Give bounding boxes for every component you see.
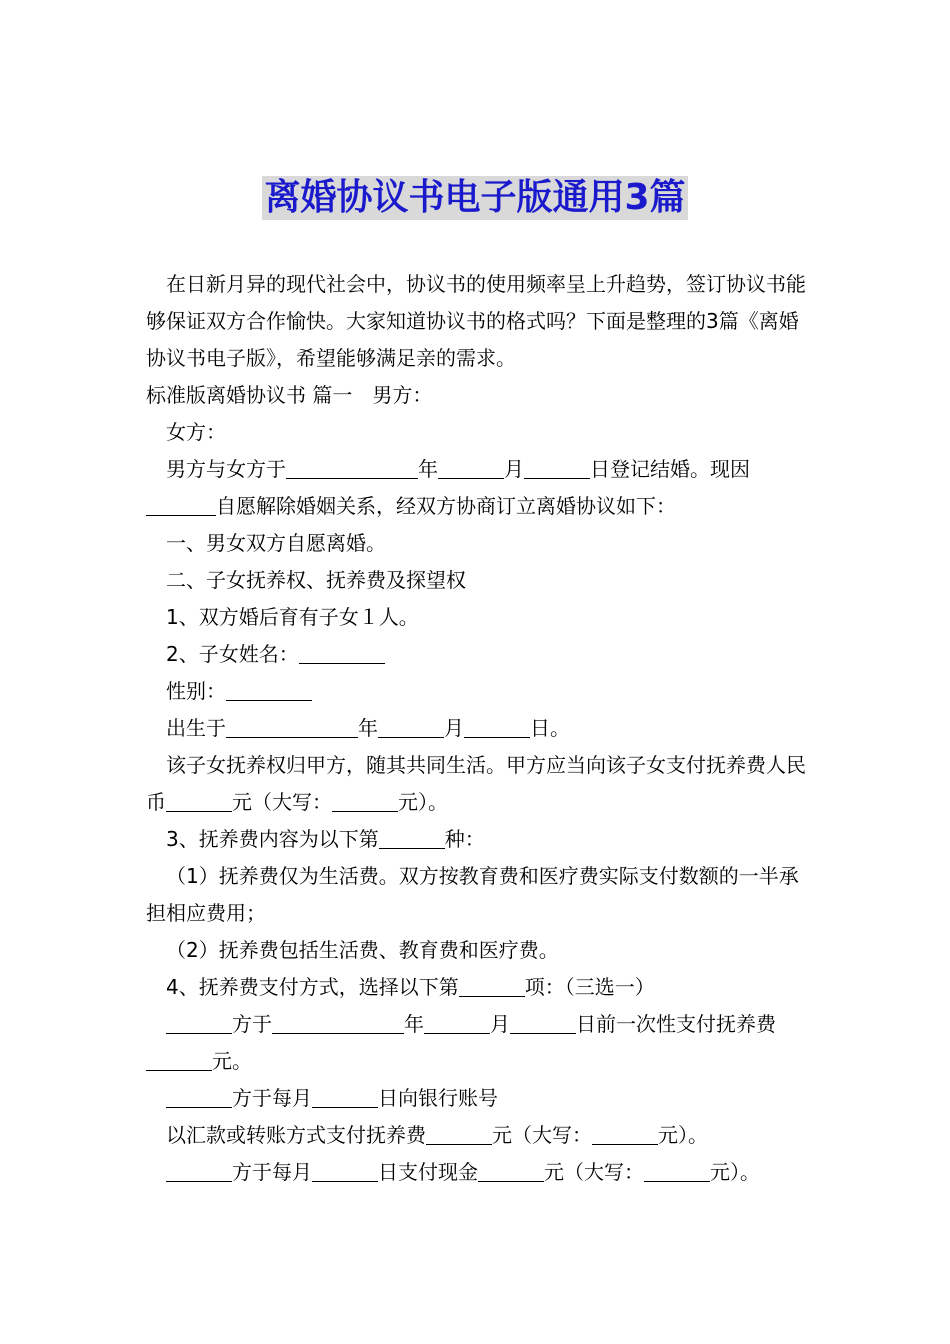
text: 3、抚养费内容为以下第 — [166, 827, 379, 851]
text: 日支付现金 — [378, 1160, 478, 1184]
text: 元）。 — [398, 790, 448, 814]
text: 元）。 — [658, 1123, 708, 1147]
section-heading-1: 标准版离婚协议书 篇一 男方： — [146, 383, 433, 407]
woman-line: 女方： — [166, 420, 226, 444]
text: 年 — [358, 716, 378, 740]
option-2: （2）抚养费包括生活费、教育费和医疗费。 — [166, 938, 559, 962]
text: 元）。 — [710, 1160, 760, 1184]
text: 出生于 — [166, 716, 226, 740]
option-1: （1）抚养费仅为生活费。双方按教育费和医疗费实际支付数额的一半承担相应费用； — [146, 864, 799, 925]
blank — [166, 1159, 232, 1182]
blank — [312, 1159, 378, 1182]
text: 年 — [404, 1012, 424, 1036]
blank — [644, 1159, 710, 1182]
marriage-paragraph — [146, 451, 818, 525]
payment-option-2 — [146, 1080, 818, 1117]
blank — [272, 1011, 404, 1034]
text: 种： — [444, 827, 485, 851]
blank — [426, 1122, 492, 1145]
text: 日向银行账号 — [378, 1086, 498, 1110]
text: 元（大写： — [544, 1160, 644, 1184]
text: 日前一次性支付抚养费 — [576, 1012, 776, 1036]
gender-line — [146, 673, 818, 710]
blank — [166, 1085, 232, 1108]
text: 方于 — [232, 1012, 272, 1036]
item-1: 一、男女双方自愿离婚。 — [166, 531, 386, 555]
sub-item-3 — [146, 821, 818, 858]
item-2: 二、子女抚养权、抚养费及探望权 — [166, 568, 466, 592]
sub-item-1: 1、双方婚后育有子女１人。 — [166, 605, 419, 629]
text: 方于每月 — [232, 1086, 312, 1110]
sub-item-2 — [146, 636, 818, 673]
blank — [592, 1122, 658, 1145]
text: 项：（三选一） — [524, 975, 655, 999]
text: 元。 — [212, 1049, 252, 1073]
blank — [166, 789, 232, 812]
blank — [332, 789, 398, 812]
text: 日登记结婚。现因 — [590, 457, 750, 481]
text: 以汇款或转账方式支付抚养费 — [166, 1123, 426, 1147]
title-wrap — [0, 176, 950, 220]
text: 月 — [504, 457, 524, 481]
blank — [459, 974, 525, 997]
blank — [424, 1011, 490, 1034]
text: 自愿解除婚姻关系，经双方协商订立离婚协议如下： — [216, 494, 676, 518]
payment-option-1 — [146, 1006, 818, 1080]
blank — [379, 826, 445, 849]
blank — [464, 715, 530, 738]
birth-line — [146, 710, 818, 747]
blank — [226, 678, 312, 701]
blank — [226, 715, 358, 738]
text: 性别： — [166, 679, 226, 703]
text: 方于每月 — [232, 1160, 312, 1184]
blank — [146, 493, 216, 516]
blank — [378, 715, 444, 738]
blank — [299, 641, 385, 664]
payment-option-2-detail — [146, 1117, 818, 1154]
text: 元（大写： — [492, 1123, 592, 1147]
blank — [146, 1048, 212, 1071]
payment-option-3 — [146, 1154, 818, 1191]
text: 4、抚养费支付方式，选择以下第 — [166, 975, 459, 999]
text: 月 — [490, 1012, 510, 1036]
document-title: 离婚协议书电子版通用3篇 — [264, 177, 686, 218]
blank — [478, 1159, 544, 1182]
blank — [166, 1011, 232, 1034]
blank — [286, 456, 418, 479]
text: 月 — [444, 716, 464, 740]
intro-paragraph: 在日新月异的现代社会中，协议书的使用频率呈上升趋势，签订协议书能够保证双方合作愉快。大家知道协议书的格式吗？下面是整理的3篇《离婚协议书电子版》，希望能够满足亲的需求。 — [146, 272, 806, 370]
custody-paragraph — [146, 747, 818, 821]
text: 2、子女姓名： — [166, 642, 299, 666]
document-body — [146, 266, 818, 1191]
blank — [524, 456, 590, 479]
sub-item-4 — [146, 969, 818, 1006]
text: 年 — [418, 457, 438, 481]
blank — [510, 1011, 576, 1034]
blank — [312, 1085, 378, 1108]
text: 元（大写： — [232, 790, 332, 814]
blank — [438, 456, 504, 479]
text: 该子女抚养权归甲方，随其共同生活。甲方应当向该子女支付抚养费人民币 — [146, 753, 806, 814]
text: 男方与女方于 — [166, 457, 286, 481]
text: 日。 — [530, 716, 570, 740]
